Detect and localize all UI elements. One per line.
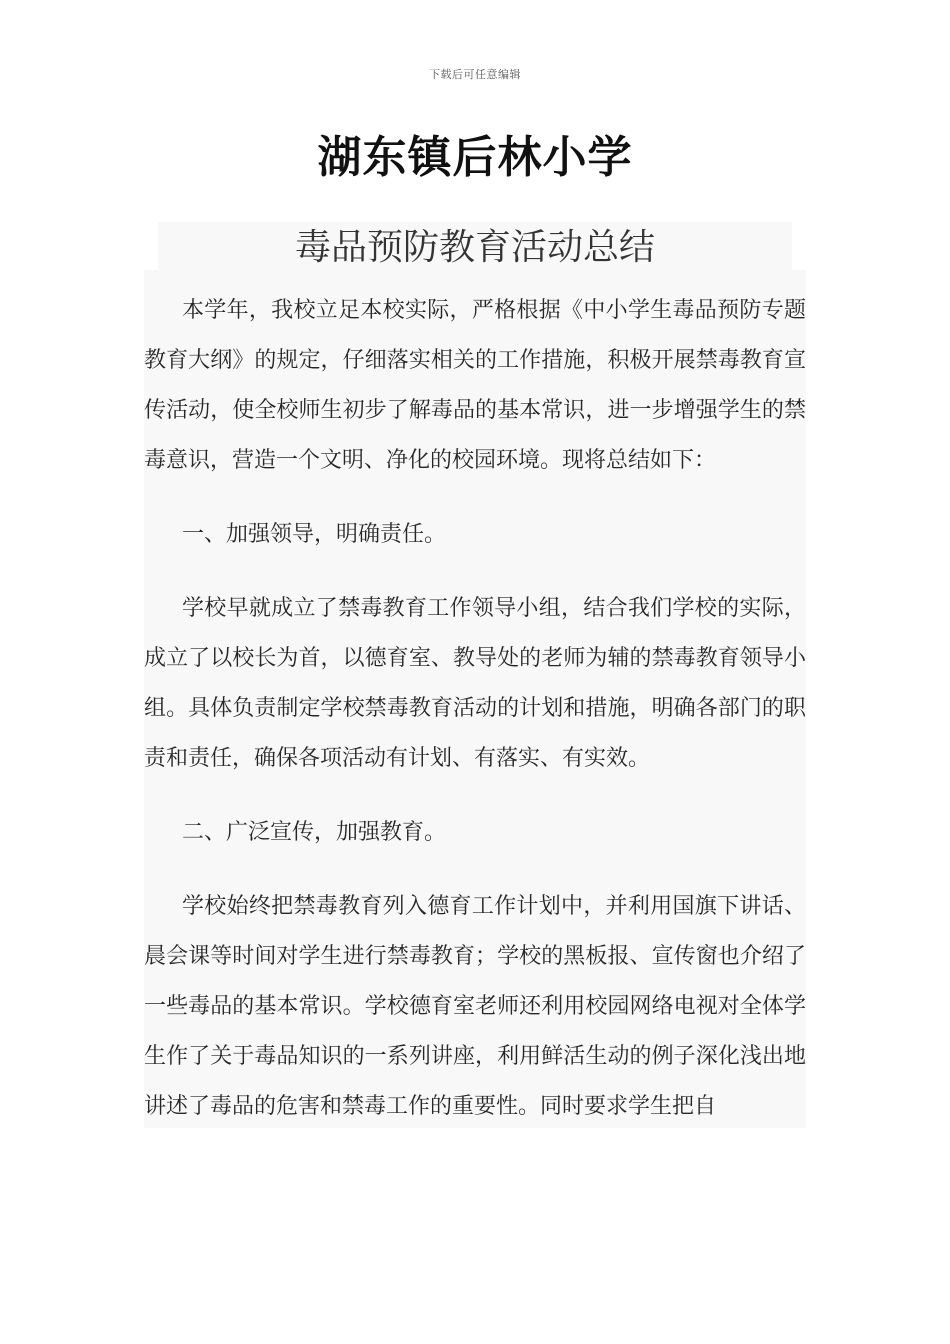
school-title: 湖东镇后林小学 [317, 132, 633, 183]
document-subtitle: 毒品预防教育活动总结 [294, 227, 655, 268]
intro-paragraph: 本学年，我校立足本校实际，严格根据《中小学生毒品预防专题教育大纲》的规定，仔细落实相关的工作措施，积极开展禁毒教育宣传活动，使全校师生初步了解毒品的基本常识，进一步增强学生的禁毒意识，营造一个文明、净化的校园环境。现将总结如下： [144, 298, 806, 473]
paragraph-gap [144, 784, 806, 808]
section-body-1: 学校早就成立了禁毒教育工作领导小组，结合我们学校的实际，成立了以校长为首，以德育室、教导处的老师为辅的禁毒教育领导小组。具体负责制定学校禁毒教育活动的计划和措施，明确各部门的职责和责任，确保各项活动有计划、有落实、有实效。 [144, 596, 806, 771]
section-heading-2: 二、广泛宣传，加强教育。 [182, 820, 447, 845]
paragraph-gap [144, 486, 806, 510]
header-note: 下载后可任意编辑 [429, 68, 521, 81]
section-heading-1: 一、加强领导，明确责任。 [182, 522, 447, 547]
paragraph-gap [144, 858, 806, 882]
paragraph-gap [144, 560, 806, 584]
section-body-2: 学校始终把禁毒教育列入德育工作计划中，并利用国旗下讲话、晨会课等时间对学生进行禁毒教育；学校的黑板报、宣传窗也介绍了一些毒品的基本常识。学校德育室老师还利用校园网络电视对全体学生作了关于毒品知识的一系列讲座，利用鲜活生动的例子深化浅出地讲述了毒品的危害和禁毒工作的重要性。同时要求学生把自 [144, 894, 806, 1119]
document-body [144, 286, 806, 1132]
